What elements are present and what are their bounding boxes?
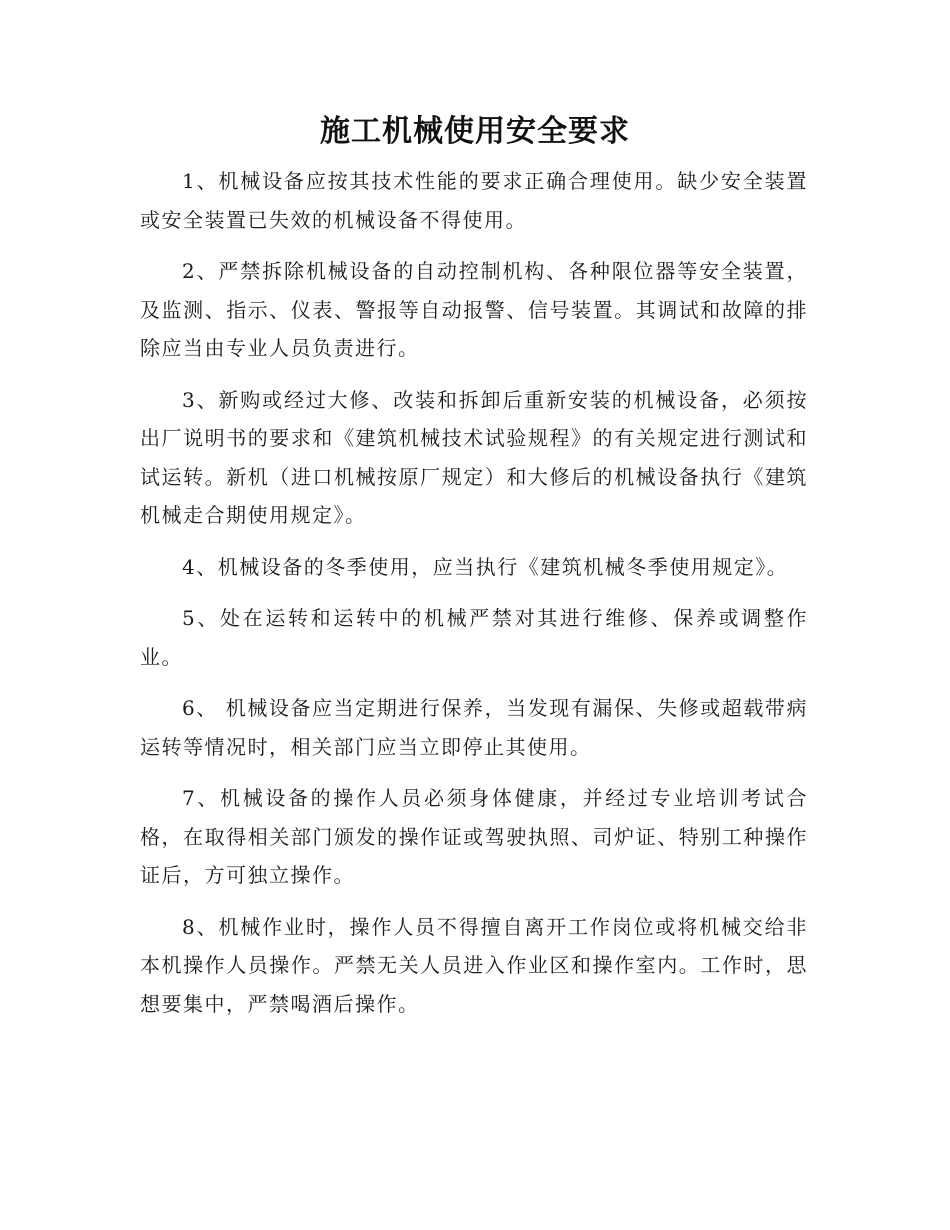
paragraph-6: 6、 机械设备应当定期进行保养，当发现有漏保、失修或超载带病运转等情况时，相关部门应当立即停止其使用。: [140, 696, 808, 759]
paragraph-4: 4、机械设备的冬季使用，应当执行《建筑机械冬季使用规定》。: [182, 554, 789, 579]
paragraph-7: 7、机械设备的操作人员必须身体健康，并经过专业培训考试合格，在取得相关部门颁发的操作证或驾驶执照、司炉证、特别工种操作证后，方可独立操作。: [140, 786, 808, 887]
document-body: [140, 162, 808, 1036]
paragraph-8: 8、机械作业时，操作人员不得擅自离开工作岗位或将机械交给非本机操作人员操作。严禁无关人员进入作业区和操作室内。工作时，思想要集中，严禁喝酒后操作。: [140, 914, 808, 1016]
page-title: 施工机械使用安全要求: [320, 114, 630, 149]
paragraph-5: 5、处在运转和运转中的机械严禁对其进行维修、保养或调整作业。: [140, 606, 808, 669]
paragraph-1: 1、机械设备应按其技术性能的要求正确合理使用。缺少安全装置或安全装置已失效的机械设备不得使用。: [140, 169, 808, 232]
paragraph-2: 2、严禁拆除机械设备的自动控制机构、各种限位器等安全装置，及监测、指示、仪表、警报等自动报警、信号装置。其调试和故障的排除应当由专业人员负责进行。: [140, 259, 808, 360]
paragraph-3: 3、新购或经过大修、改装和拆卸后重新安装的机械设备，必须按出厂说明书的要求和《建筑机械技术试验规程》的有关规定进行测试和试运转。新机（进口机械按原厂规定）和大修后的机械设备执行《建筑机械走合期使用规定》。: [140, 387, 808, 527]
